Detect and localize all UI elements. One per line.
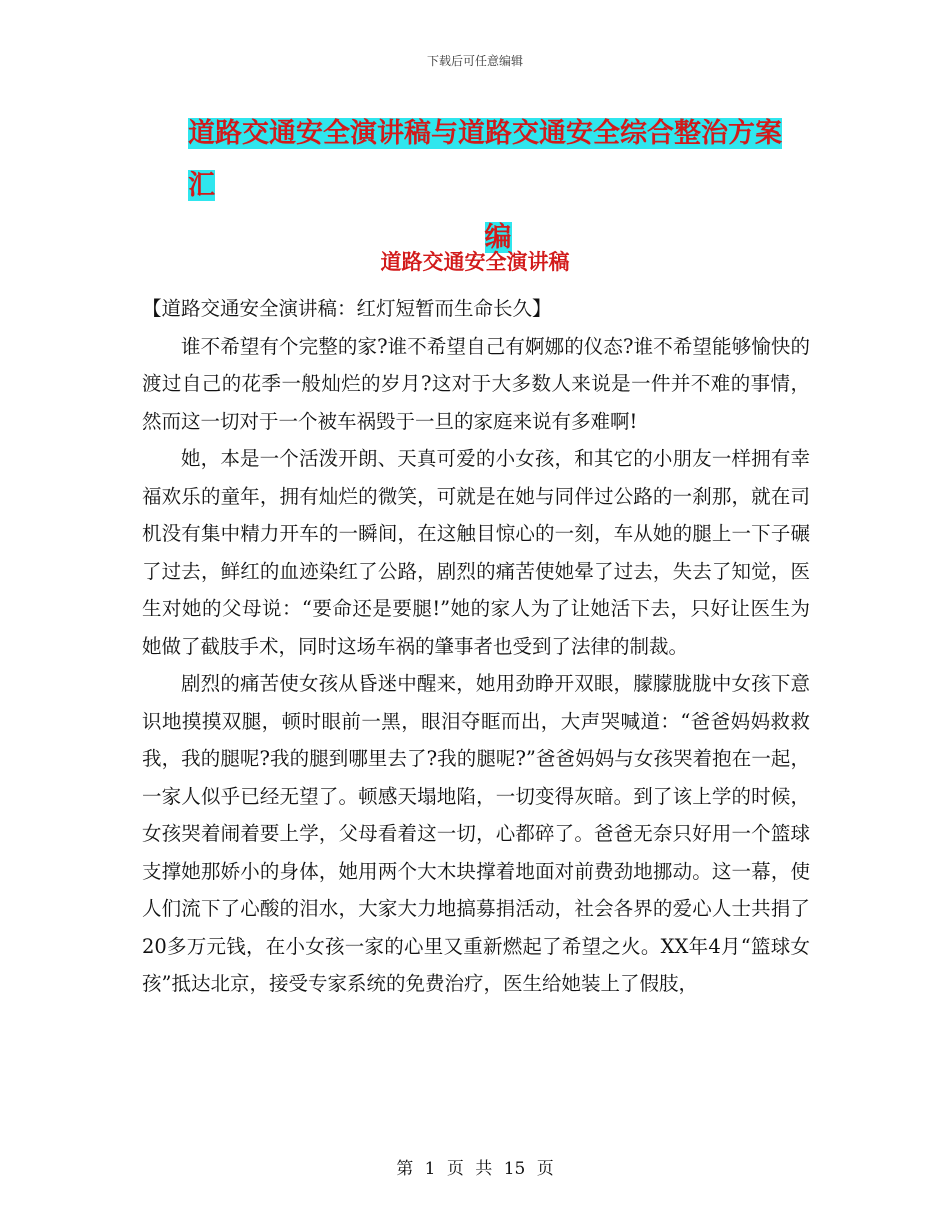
speech-subheading: 【道路交通安全演讲稿：红灯短暂而生命长久】: [142, 297, 552, 320]
body-paragraph-3: 剧烈的痛苦使女孩从昏迷中醒来，她用劲睁开双眼，朦朦胧胧中女孩下意识地摸摸双腿，顿时眼前一黑，眼泪夺眶而出，大声哭喊道：“爸爸妈妈救救我，我的腿呢?我的腿到哪里去了?我的腿呢?”爸爸妈妈与女孩哭着抱在一起，一家人似乎已经无望了。顿感天塌地陷，一切变得灰暗。到了该上学的时候，女孩哭着闹着要上学，父母看着这一切，心都碎了。爸爸无奈只好用一个篮球支撑她那娇小的身体，她用两个大木块撑着地面对前费劲地挪动。这一幕，使人们流下了心酸的泪水，大家大力地搞募捐活动，社会各界的爱心人士共捐了20多万元钱，在小女孩一家的心里又重新燃起了希望之火。XX年4月“篮球女孩”抵达北京，接受专家系统的免费治疗，医生给她装上了假肢，: [142, 672, 810, 995]
page-header-note: 下载后可任意编辑: [426, 54, 523, 68]
document-title: [188, 108, 808, 264]
body-paragraph-1: 谁不希望有个完整的家?谁不希望自己有婀娜的仪态?谁不希望能够愉快的渡过自己的花季一般灿烂的岁月?这对于大多数人来说是一件并不难的事情，然而这一切对于一个被车祸毁于一旦的家庭来说有多难啊!: [142, 334, 810, 433]
document-title-line-1: 道路交通安全演讲稿与道路交通安全综合整治方案汇: [188, 118, 782, 201]
document-title-line-2: 编: [484, 222, 512, 253]
body-paragraph-2: 她，本是一个活泼开朗、天真可爱的小女孩，和其它的小朋友一样拥有幸福欢乐的童年，拥有灿烂的微笑，可就是在她与同伴过公路的一刹那，就在司机没有集中精力开车的一瞬间，在这触目惊心的一刻，车从她的腿上一下子碾了过去，鲜红的血迹染红了公路，剧烈的痛苦使她晕了过去，失去了知觉，医生对她的父母说：“要命还是要腿!”她的家人为了让她活下去，只好让医生为她做了截肢手术，同时这场车祸的肇事者也受到了法律的制裁。: [142, 447, 810, 658]
section-heading: 道路交通安全演讲稿: [380, 250, 570, 274]
page-number-footer: 第 1 页 共 15 页: [396, 1159, 554, 1179]
body-text: [142, 290, 810, 1003]
